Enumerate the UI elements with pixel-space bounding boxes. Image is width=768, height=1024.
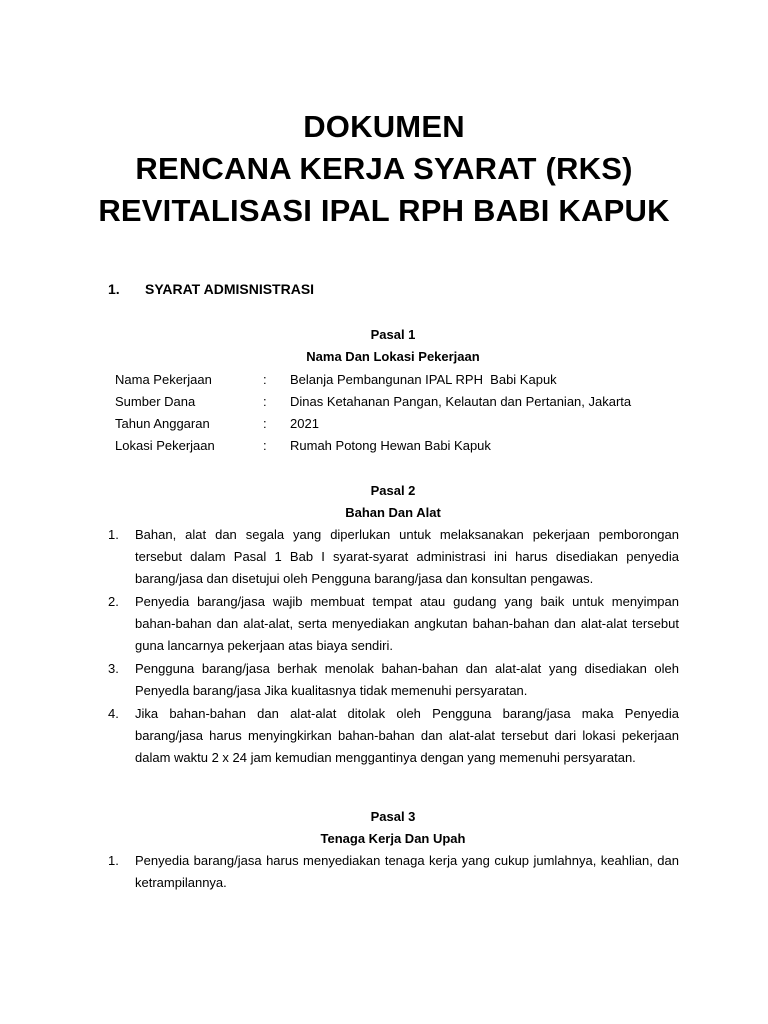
info-row-tahun-anggaran	[115, 412, 631, 434]
info-row-nama-pekerjaan	[115, 368, 631, 390]
list-item-text: Pengguna barang/jasa berhak menolak bahan-bahan dan alat-alat yang disediakan oleh Penyedla barang/jasa Jika kualitasnya tidak memenuhi persyaratan.	[135, 661, 679, 698]
pasal-3-list	[108, 850, 679, 894]
info-label: Nama Pekerjaan	[115, 371, 212, 387]
document-title	[0, 106, 768, 232]
pasal-3-header	[0, 806, 768, 850]
pasal-3-subheading: Tenaga Kerja Dan Upah	[320, 831, 466, 846]
title-line-1: DOKUMEN	[303, 109, 465, 144]
list-item	[108, 850, 679, 894]
info-value: Belanja Pembangunan IPAL RPH Babi Kapuk	[290, 371, 557, 387]
list-item-text: Penyedia barang/jasa harus menyediakan tenaga kerja yang cukup jumlahnya, keahlian, dan ketrampilannya.	[135, 853, 679, 890]
info-value: Rumah Potong Hewan Babi Kapuk	[290, 437, 491, 453]
project-info-table	[115, 368, 631, 456]
list-item-text: Bahan, alat dan segala yang diperlukan untuk melaksanakan pekerjaan pemborongan tersebut dalam Pasal 1 Bab I syarat-syarat administrasi ini harus disediakan penyedia barang/jasa dan disetujui oleh Pengguna barang/jasa dan konsultan pengawas.	[135, 527, 679, 586]
pasal-2-heading: Pasal 2	[370, 483, 416, 498]
list-item	[108, 703, 679, 769]
list-item-text: Jika bahan-bahan dan alat-alat ditolak oleh Pengguna barang/jasa maka Penyedia barang/jasa harus menyingkirkan bahan-bahan dan alat-alat tersebut dari lokasi pekerjaan dalam waktu 2 x 24 jam kemudian menggantinya dengan yang memenuhi persyaratan.	[135, 706, 679, 765]
list-item-number: 4.	[108, 706, 119, 721]
section-heading	[108, 281, 314, 297]
info-colon: :	[263, 415, 267, 431]
pasal-2-subheading: Bahan Dan Alat	[345, 505, 441, 520]
info-colon: :	[263, 371, 267, 387]
title-line-3: REVITALISASI IPAL RPH BABI KAPUK	[98, 193, 670, 228]
info-row-lokasi-pekerjaan	[115, 434, 631, 456]
info-colon: :	[263, 437, 267, 453]
list-item	[108, 591, 679, 657]
section-title: SYARAT ADMISNISTRASI	[145, 281, 315, 297]
list-item-number: 1.	[108, 527, 119, 542]
info-value: Dinas Ketahanan Pangan, Kelautan dan Pertanian, Jakarta	[290, 393, 632, 409]
title-line-2: RENCANA KERJA SYARAT (RKS)	[135, 151, 633, 186]
list-item-number: 1.	[108, 853, 119, 868]
pasal-1-header	[0, 324, 768, 368]
list-item	[108, 524, 679, 590]
pasal-2-header	[0, 480, 768, 524]
pasal-3-heading: Pasal 3	[370, 809, 416, 824]
section-number: 1.	[108, 281, 120, 297]
list-item-text: Penyedia barang/jasa wajib membuat tempat atau gudang yang baik untuk menyimpan bahan-bahan dan alat-alat, serta menyediakan angkutan bahan-bahan dan alat-alat tersebut guna lancarnya pekerjaan atas biaya sendiri.	[135, 594, 679, 653]
list-item-number: 2.	[108, 594, 119, 609]
info-label: Sumber Dana	[115, 393, 196, 409]
info-label: Lokasi Pekerjaan	[115, 437, 215, 453]
info-value: 2021	[290, 415, 319, 431]
info-colon: :	[263, 393, 267, 409]
pasal-2-list	[108, 524, 679, 769]
pasal-1-heading: Pasal 1	[370, 327, 416, 342]
list-item	[108, 658, 679, 702]
list-item-number: 3.	[108, 661, 119, 676]
info-label: Tahun Anggaran	[115, 415, 210, 431]
info-row-sumber-dana	[115, 390, 631, 412]
pasal-1-subheading: Nama Dan Lokasi Pekerjaan	[306, 349, 480, 364]
